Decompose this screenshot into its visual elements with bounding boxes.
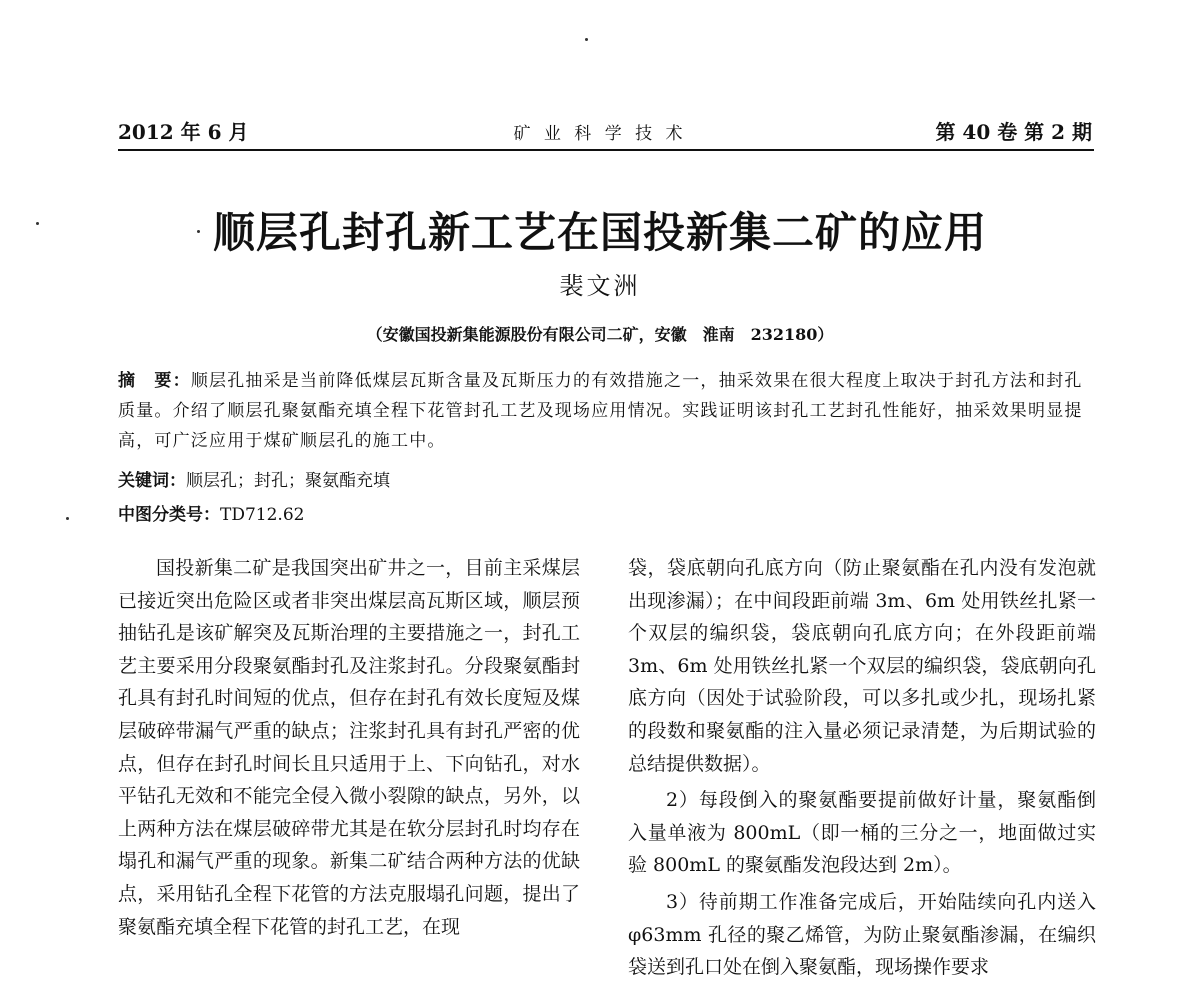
classification (118, 500, 304, 525)
scan-speck (585, 38, 588, 41)
header-volume: 第 40 卷 第 2 期 (935, 120, 1092, 144)
body-paragraph: 2）每段倒入的聚氨酯要提前做好计量，聚氨酯倒入量单液为 800mL（即一桶的三分之一，地面做过实验 800mL 的聚氨酯发泡段达到 2m）。 (628, 789, 1096, 877)
keywords-text: 顺层孔；封孔；聚氨酯充填 (186, 471, 390, 491)
scan-speck (66, 517, 69, 520)
body-column-left (118, 552, 580, 943)
keywords (118, 466, 390, 491)
abstract (118, 366, 1096, 456)
affiliation: （安徽国投新集能源股份有限公司二矿，安徽 淮南 232180） (366, 325, 834, 344)
paper-title: 顺层孔封孔新工艺在国投新集二矿的应用 (212, 208, 987, 257)
header-rule (118, 149, 1094, 151)
body-paragraph: 袋，袋底朝向孔底方向（防止聚氨酯在孔内没有发泡就出现渗漏）；在中间段距前端 3m、6m 处用铁丝扎紧一个双层的编织袋，袋底朝向孔底方向；在外段距前端 3m、6m 处用铁丝扎紧一个双层的编织袋，袋底朝向孔底方向（因处于试验阶段，可以多扎或少扎，现场扎紧的段数和聚氨酯的注入量必须记录清楚，为后期试验的总结提供数据）。 (628, 557, 1096, 775)
classification-code: TD712.62 (220, 505, 305, 525)
body-paragraph: 3）待前期工作准备完成后，开始陆续向孔内送入 φ63mm 孔径的聚乙烯管，为防止聚氨酯渗漏，在编织袋送到孔口处在倒入聚氨酯，现场操作要求 (628, 890, 1096, 979)
abstract-label: 摘 要： (118, 371, 191, 391)
classification-label: 中图分类号： (118, 505, 220, 525)
author-name: 裴文洲 (559, 272, 641, 300)
abstract-text: 顺层孔抽采是当前降低煤层瓦斯含量及瓦斯压力的有效措施之一，抽采效果在很大程度上取决于封孔方法和封孔质量。介绍了顺层孔聚氨酯充填全程下花管封孔工艺及现场应用情况。实践证明该封孔工艺封孔性能好，抽采效果明显提高，可广泛应用于煤矿顺层孔的施工中。 (118, 371, 1083, 451)
header-journal: 矿 业 科 学 技 术 (513, 124, 687, 144)
body-column-right (628, 552, 1096, 984)
header-date: 2012 年 6 月 (118, 120, 249, 144)
body-paragraph: 国投新集二矿是我国突出矿井之一，目前主采煤层已接近突出危险区或者非突出煤层高瓦斯区域，顺层预抽钻孔是该矿解突及瓦斯治理的主要措施之一，封孔工艺主要采用分段聚氨酯封孔及注浆封孔。分段聚氨酯封孔具有封孔时间短的优点，但存在封孔有效长度短及煤层破碎带漏气严重的缺点；注浆封孔具有封孔严密的优点，但存在封孔时间长且只适用于上、下向钻孔，对水平钻孔无效和不能完全侵入微小裂隙的缺点，另外，以上两种方法在煤层破碎带尤其是在软分层封孔时均存在塌孔和漏气严重的现象。新集二矿结合两种方法的优缺点，采用钻孔全程下花管的方法克服塌孔问题，提出了聚氨酯充填全程下花管的封孔工艺，在现 (118, 557, 580, 938)
keywords-label: 关键词： (118, 471, 186, 491)
